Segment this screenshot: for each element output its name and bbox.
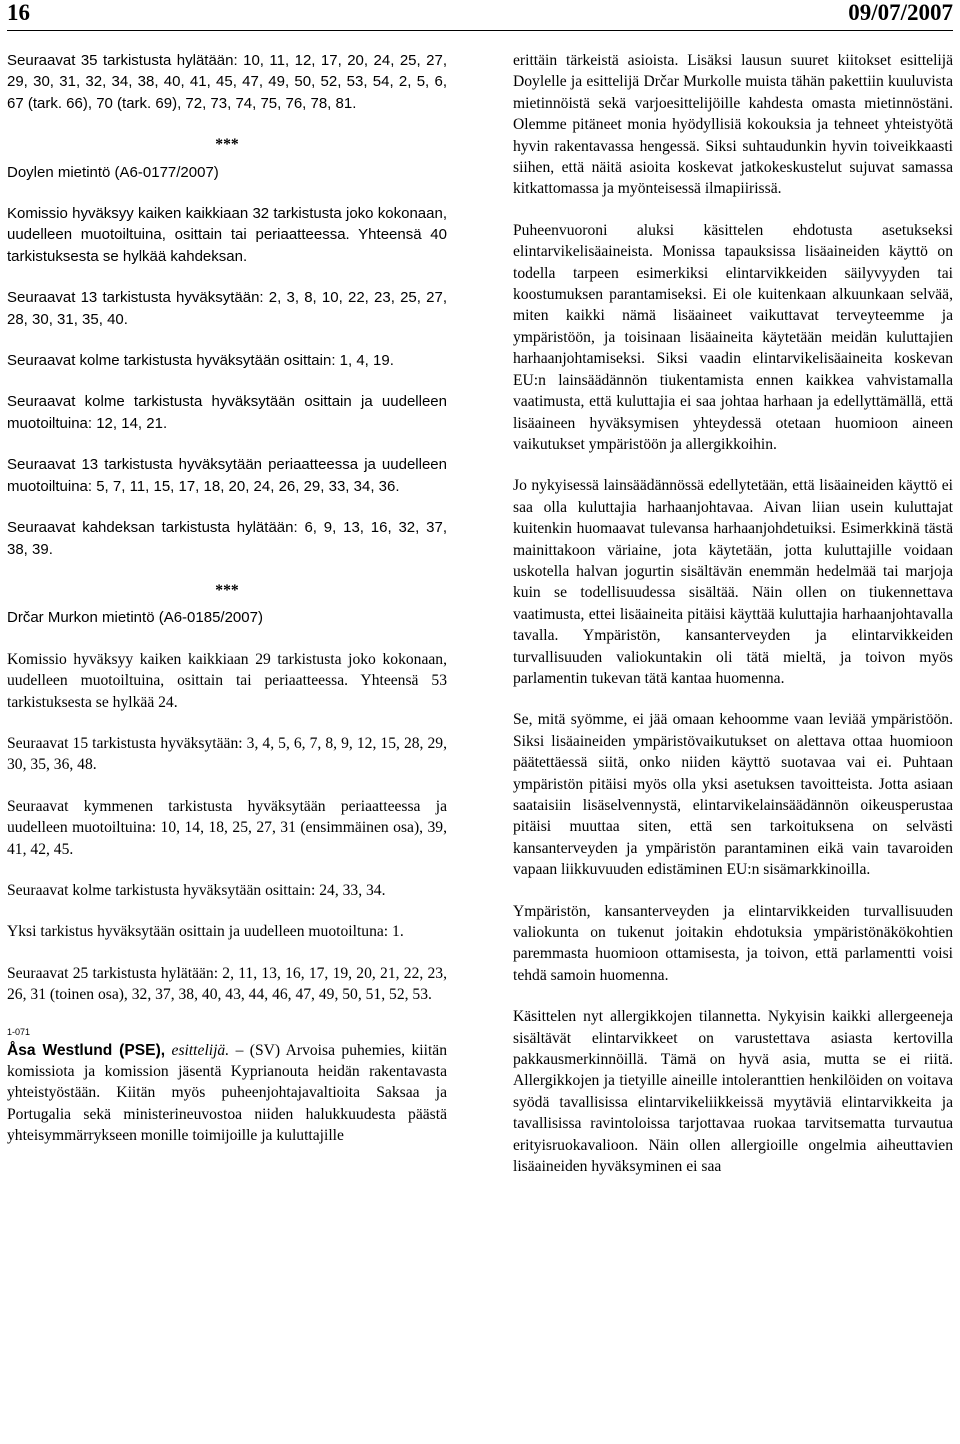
document-date: 09/07/2007	[848, 0, 953, 25]
paragraph: Yksi tarkistus hyväksytään osittain ja uudelleen muotoiltuna: 1.	[7, 923, 404, 941]
paragraph: Seuraavat 13 tarkistusta hyväksytään periaatteessa ja uudelleen muotoiltuina: 5, 7, 11, 15, 17, 18, 20, 24, 26, 29, 33, 34, 36.	[7, 456, 447, 495]
paragraph: Komissio hyväksyy kaiken kaikkiaan 32 tarkistusta joko kokonaan, uudelleen muotoiltuina, osittain tai periaatteessa. Yhteensä 40 tarkistuksesta se hylkää kahdeksan.	[7, 205, 447, 265]
speech-text: – (SV) Arvoisa puhemies, kiitän komissiota ja komission jäsentä Kyprianouta heidän rakentavasta yhteistyöstään. Kiitän myös puheenjohtajavaltioita Saksaa ja Portugalia sekä ministerineuvostoa niiden halukkuudesta päästä yhteisymmärrykseen monille toimijoille ja kuluttajille	[7, 1041, 448, 1145]
speaker-name: Åsa Westlund (PSE),	[7, 1041, 166, 1059]
paragraph: Seuraavat kymmenen tarkistusta hyväksytään periaatteessa ja uudelleen muotoiltuina: 10, 14, 18, 25, 27, 31 (ensimmäinen osa), 39, 41, 42, 45.	[7, 797, 447, 858]
paragraph: Ympäristön, kansanterveyden ja elintarvikkeiden turvallisuuden valiokunta on tukenut joitakin ehdotuksia ympäristönäkökohtien paremmasta huomioon ottamisesta, ja toivon, että parlamentti voisi tehdä samoin huomenna.	[513, 902, 953, 984]
paragraph: Jo nykyisessä lainsäädännössä edellytetään, että lisäaineiden käyttö ei saa olla kuluttajia harhaanjohtavaa. Aivan liian usein kuluttajat kuitenkin huomaavat tulevansa harhaanjohdetuiksi. Esimerkkinä tästä mainittakoon väriaine, jota käytetään, jotta kuluttajille voidaan uskotella halvan jogurtin sisältävän enemmän hedelmää tai marjoja kuin se todellisuudessa sisältää. Näin ollen on tiukennettava vaatimusta, ettei lisäaineita pitäisi käyttää kuluttajia harhaanjohtavalla tavalla. Ympäristön, kansanterveyden ja elintarvikkeiden turvallisuuden valiokuntakin oli tätä mieltä, ja toivon myös parlamentin tukevan tätä kantaa huomenna.	[513, 477, 953, 687]
paragraph: Se, mitä syömme, ei jää omaan kehoomme vaan leviää ympäristöön. Siksi lisäaineiden ympäristövaikutukset on alettava ottaa huomioon päätettäessä siitä, onko niiden käyttö suotavaa vai ei. Puhtaan ympäristön pitäisi myös olla yksi asetuksen tavoitteista. Jotta asiaan saataisiin lisäselvennystä, elintarvikelainsäädännön oikeusperustaa pitäisi muuttaa siten, että sen tarkoituksena on selvästi kansanterveyden ja ympäristön parantaminen eikä vain tavaroiden vapaan liikkuvuuden edistäminen EU:n sisämarkkinoilla.	[513, 711, 953, 879]
paragraph: Seuraavat kolme tarkistusta hyväksytään osittain: 24, 33, 34.	[7, 881, 386, 899]
paragraph: Seuraavat kahdeksan tarkistusta hylätään: 6, 9, 13, 16, 32, 37, 38, 39.	[7, 519, 447, 558]
session-code: 1-071	[7, 1026, 31, 1037]
paragraph: Komissio hyväksyy kaiken kaikkiaan 29 tarkistusta joko kokonaan, uudelleen muotoiltuina, osittain tai periaatteessa. Yhteensä 53 tarkistuksesta se hylkää 24.	[7, 650, 447, 711]
paragraph: Seuraavat kolme tarkistusta hyväksytään osittain: 1, 4, 19.	[7, 352, 394, 370]
paragraph: Puheenvuoroni aluksi käsittelen ehdotusta asetukseksi elintarvikelisäaineista. Monissa tapauksissa lisäaineiden käyttö on todella tarpeen esimerkiksi elintarvikkeiden säilyvyyden tai koostumuksen parantamiseksi. Ei ole kuitenkaan alkuunkaan selvää, miten kaikki nämä lisäaineet vaikuttavat terveyteemme ja ympäristöön, ja toisinaan lisäaineita käytetään meidän kuluttajien harhaanjohtamiseksi. Siksi vaadin elintarvikelisäaineita koskevan EU:n lainsäädännön tiukentamista ennen kaikkea vahvistamalla vaatimusta, että kuluttajia ei saa johtaa harhaan ja edellyttämällä, että lisäaineen hyväksymisen yhteydessä otetaan huomioon aineen vaikutukset ympäristöön ja allergikkoihin.	[513, 221, 953, 453]
page-header	[7, 0, 953, 31]
paragraph: Seuraavat 15 tarkistusta hyväksytään: 3, 4, 5, 6, 7, 8, 9, 12, 15, 28, 29, 30, 35, 36, 48.	[7, 734, 447, 774]
speech-paragraph	[7, 1040, 447, 1147]
paragraph: Seuraavat 25 tarkistusta hylätään: 2, 11, 13, 16, 17, 19, 20, 21, 22, 23, 26, 31 (toinen osa), 32, 37, 38, 40, 43, 44, 46, 47, 49, 50, 51, 52, 53.	[7, 964, 447, 1004]
left-column	[7, 50, 447, 1147]
section-separator: ***	[215, 581, 239, 599]
paragraph: Seuraavat 13 tarkistusta hyväksytään: 2, 3, 8, 10, 22, 23, 25, 27, 28, 30, 31, 35, 40.	[7, 289, 447, 328]
right-column	[513, 50, 953, 1198]
speaker-role: esittelijä.	[171, 1041, 230, 1059]
paragraph: Käsittelen nyt allergikkojen tilannetta. Nykyisin kaikki allergeeneja sisältävät elintarvikkeet on varustettava asiasta kertovilla pakkausmerkinnöillä. Tämä on hyvä asia, mutta se ei riitä. Allergikkojen ja tietyille aineille intoleranttien henkilöiden on voitava syödä tavallisissa elintarvikeliikkeissä myytäviä elintarvikkeita ja tavallisissa ravintoloissa tarjottavaa ruokaa tarvitsematta turvautua erityisruokavalioon. Näin ollen allergioille ongelmia aiheuttavien lisäaineiden hyväksyminen ei saa	[513, 1008, 953, 1176]
report-heading-murko: Drčar Murkon mietintö (A6-0185/2007)	[7, 609, 263, 627]
paragraph: erittäin tärkeistä asioista. Lisäksi lausun suuret kiitokset esittelijä Doylelle ja esittelijä Drčar Murkolle muista tähän pakettiin kuuluvista mietinnöistä sekä varjoesittelijöille kahdesta omasta mietinnöstäni. Olemme pitäneet monia hyödyllisiä kokouksia ja tehneet yhteistyötä hyvin rakentavassa hengessä. Siksi suhtaudunkin hyvin toiveikkaasti siihen, että näitä asioita koskevat jatkokeskustelut sujuvat samassa kitkattomassa ja myönteisessä ilmapiirissä.	[513, 52, 953, 198]
section-separator: ***	[215, 136, 239, 154]
paragraph: Seuraavat kolme tarkistusta hyväksytään osittain ja uudelleen muotoiltuina: 12, 14, 21.	[7, 393, 447, 432]
page-number: 16	[7, 0, 30, 25]
report-heading-doyle: Doylen mietintö (A6-0177/2007)	[7, 163, 219, 181]
paragraph-rejected-amendments: Seuraavat 35 tarkistusta hylätään: 10, 11, 12, 17, 20, 24, 25, 27, 29, 30, 31, 32, 34, 38, 40, 41, 45, 47, 49, 50, 52, 53, 54, 2, 5, 6, 67 (tark. 66), 70 (tark. 69), 72, 73, 74, 75, 76, 78, 81.	[7, 52, 447, 112]
